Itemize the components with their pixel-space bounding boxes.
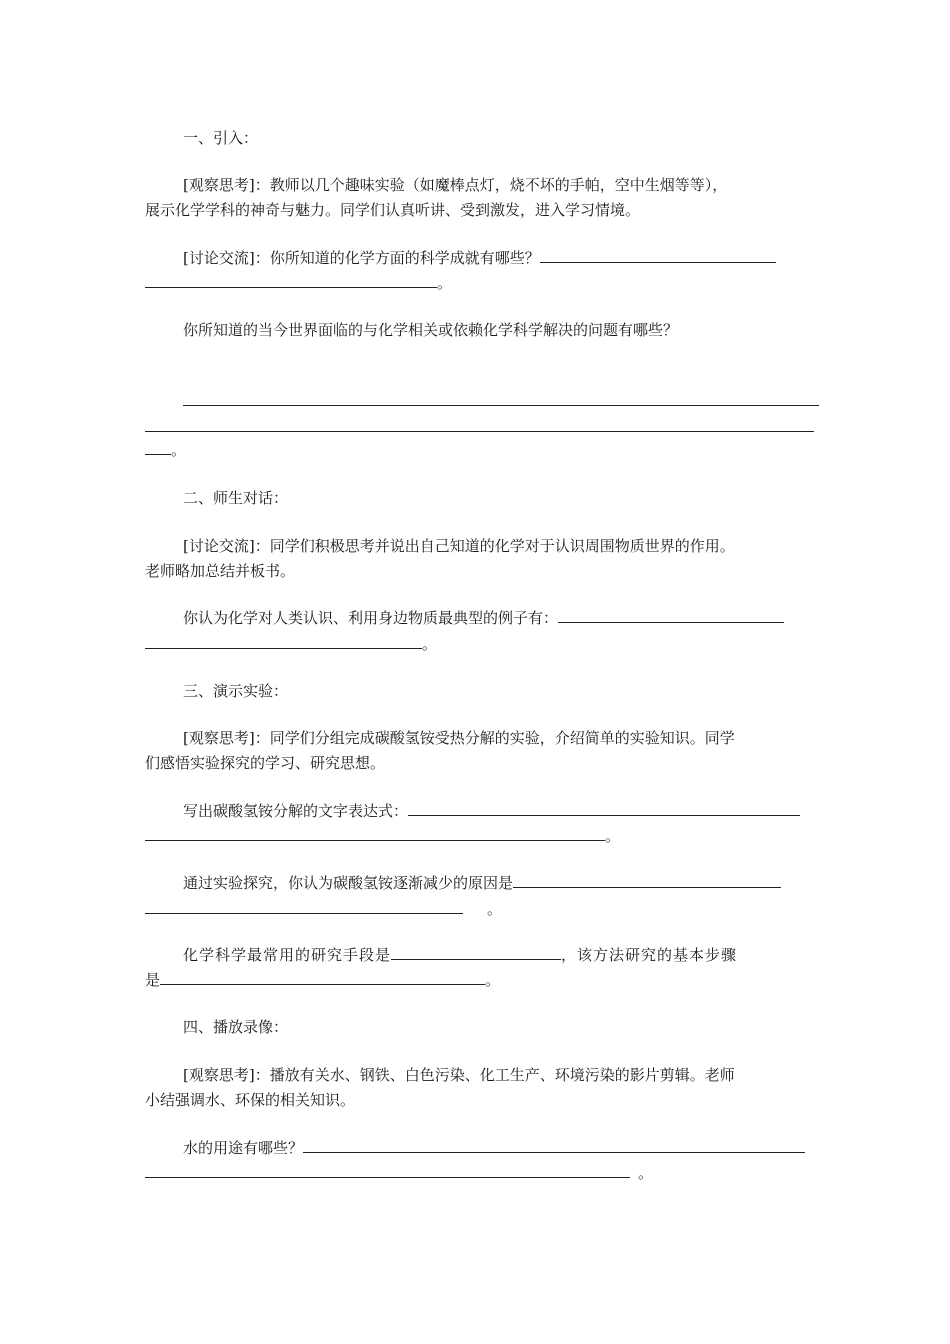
- answer-rule[interactable]: [145, 431, 814, 432]
- answer-blank[interactable]: [391, 945, 561, 960]
- demo-question-3-continuation: [145, 970, 500, 990]
- answer-blank[interactable]: [145, 1163, 630, 1178]
- demo-observe-line-2: 们感悟实验探究的学习、研究思想。: [145, 754, 386, 772]
- demo-question-3-text-b: ，该方法研究的基本步骤: [561, 946, 738, 964]
- video-observe-line-1: [观察思考]：播放有关水、钢铁、白色污染、化工生产、环境污染的影片剪辑。老师: [183, 1066, 735, 1084]
- demo-question-3-text-c: 是: [145, 971, 161, 989]
- demo-question-3: [183, 945, 737, 965]
- demo-question-1: [183, 801, 800, 821]
- section-heading-dialog: 二、师生对话：: [183, 489, 289, 507]
- dialog-question: [183, 608, 784, 628]
- dialog-discuss-line-1: [讨论交流]：同学们积极思考并说出自己知道的化学对于认识周围物质世界的作用。: [183, 537, 735, 555]
- section-heading-video: 四、播放录像：: [183, 1018, 289, 1036]
- intro-question-2-end: [145, 440, 186, 460]
- period: 。: [422, 635, 438, 653]
- video-observe-line-2: 小结强调水、环保的相关知识。: [145, 1091, 356, 1109]
- period: 。: [171, 441, 187, 459]
- intro-discuss-continuation: [145, 273, 452, 293]
- demo-question-3-text-a: 化学科学最常用的研究手段是: [183, 946, 392, 964]
- answer-blank[interactable]: [303, 1138, 805, 1153]
- period: 。: [487, 900, 503, 918]
- dialog-question-text: 你认为化学对人类认识、利用身边物质最典型的例子有：: [183, 609, 559, 627]
- answer-blank[interactable]: [513, 873, 781, 888]
- answer-blank[interactable]: [145, 273, 437, 288]
- video-question-text: 水的用途有哪些？: [183, 1139, 304, 1157]
- answer-blank[interactable]: [145, 634, 422, 649]
- section-heading-intro: 一、引入：: [183, 129, 259, 147]
- answer-blank[interactable]: [145, 899, 463, 914]
- intro-question-2: 你所知道的当今世界面临的与化学相关或依赖化学科学解决的问题有哪些？: [183, 321, 679, 339]
- answer-blank[interactable]: [540, 248, 776, 263]
- answer-blank[interactable]: [145, 440, 171, 455]
- demo-question-1-continuation: [145, 826, 620, 846]
- period: 。: [485, 971, 501, 989]
- section-heading-demo: 三、演示实验：: [183, 682, 289, 700]
- video-question: [183, 1138, 805, 1158]
- intro-discuss-text: [讨论交流]：你所知道的化学方面的科学成就有哪些？: [183, 249, 540, 267]
- video-question-continuation: [145, 1163, 653, 1183]
- intro-observe-line-2: 展示化学学科的神奇与魅力。同学们认真听讲、受到激发，进入学习情境。: [145, 201, 641, 219]
- demo-observe-line-1: [观察思考]：同学们分组完成碳酸氢铵受热分解的实验，介绍简单的实验知识。同学: [183, 729, 735, 747]
- answer-blank[interactable]: [408, 801, 800, 816]
- dialog-discuss-line-2: 老师略加总结并板书。: [145, 562, 296, 580]
- intro-discuss-question: [183, 248, 776, 268]
- intro-observe-line-1: [观察思考]：教师以几个趣味实验（如魔棒点灯，烧不坏的手帕，空中生烟等等），: [183, 176, 728, 194]
- dialog-question-continuation: [145, 634, 437, 654]
- period: 。: [638, 1164, 654, 1182]
- answer-blank[interactable]: [160, 970, 485, 985]
- answer-rule[interactable]: [183, 405, 819, 406]
- period: 。: [437, 274, 453, 292]
- answer-blank[interactable]: [145, 826, 605, 841]
- answer-blank[interactable]: [558, 608, 784, 623]
- demo-question-2-text: 通过实验探究，你认为碳酸氢铵逐渐减少的原因是: [183, 874, 514, 892]
- period: 。: [605, 827, 621, 845]
- demo-question-2-continuation: [145, 899, 502, 919]
- demo-question-1-text: 写出碳酸氢铵分解的文字表达式：: [183, 802, 409, 820]
- demo-question-2: [183, 873, 781, 893]
